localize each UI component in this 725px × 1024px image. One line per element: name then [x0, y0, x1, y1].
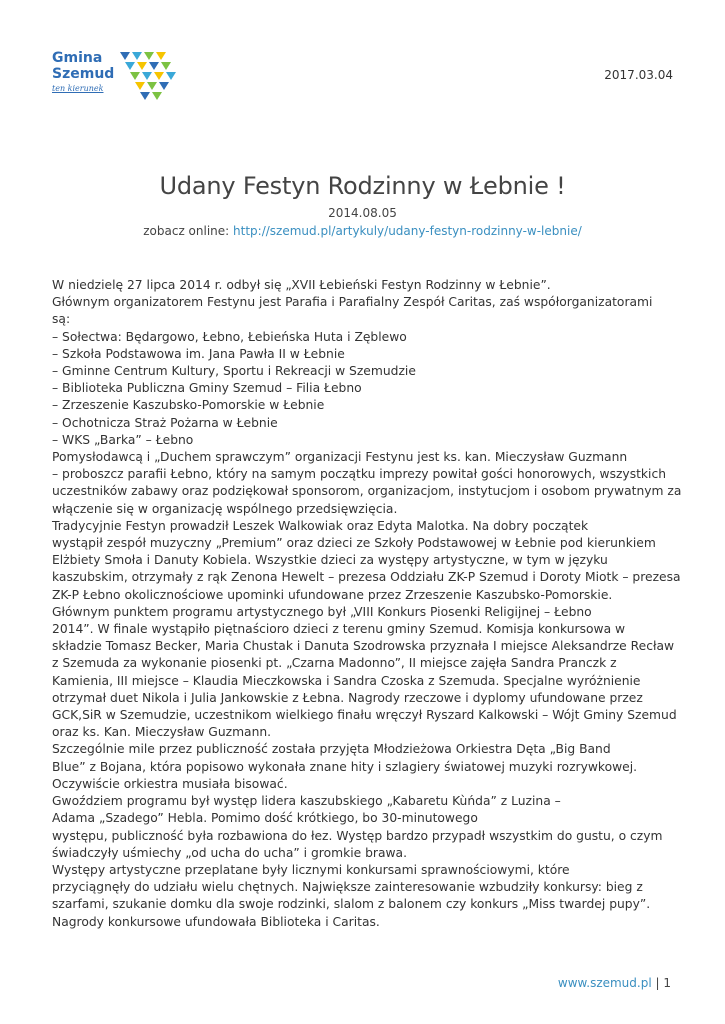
body-line: – Biblioteka Publiczna Gminy Szemud – Filia Łebno	[52, 381, 362, 396]
body-line: składzie Tomasz Becker, Maria Chustak i Danuta Szodrowska przyznała I miejsce Aleksandrze Recław	[52, 639, 675, 654]
body-line: uczestników zabawy oraz podziękował sponsorom, organizacjom, instytucjom i osobom prywatnym za	[52, 484, 682, 499]
body-line: Tradycyjnie Festyn prowadził Leszek Walkowiak oraz Edyta Malotka. Na dobry początek	[52, 518, 589, 533]
body-line: ZK-P Łebno okolicznościowe upominki ufundowane przez Zrzeszenie Kaszubsko-Pomorskie.	[52, 587, 613, 602]
body-line: – Sołectwa: Będargowo, Łebno, Łebieńska Huta i Zęblewo	[52, 329, 407, 344]
article-title: Udany Festyn Rodzinny w Łebnie !	[159, 172, 566, 200]
article-body	[52, 277, 682, 931]
body-line: otrzymał duet Nikola i Julia Jankowskie z Łebna. Nagrody rzeczowe i dyplomy ufundowane przez	[52, 690, 643, 705]
body-line: są:	[52, 312, 71, 327]
body-line: wystąpił zespół muzyczny „Premium” oraz dzieci ze Szkoły Podstawowej w Łebnie pod kierunkiem	[52, 536, 656, 551]
body-line: występu, publiczność była rozbawiona do łez. Występ bardzo przypadł wszystkim do gustu, o czym	[52, 828, 663, 843]
logo-line-2: Szemud	[52, 66, 115, 82]
body-line: Występy artystyczne przeplatane były licznymi konkursami sprawnościowymi, które	[52, 862, 570, 877]
body-line: Oczywiście orkiestra musiała bisować.	[52, 776, 288, 791]
body-line: Adama „Szadego” Hebla. Pomimo dość krótkiego, bo 30-minutowego	[52, 811, 478, 826]
body-line: Pomysłodawcą i „Duchem sprawczym” organizacji Festynu jest ks. kan. Mieczysław Guzmann	[52, 450, 628, 465]
page-number: 1	[663, 976, 671, 990]
body-line: Kamienia, III miejsce – Klaudia Mieczkowska i Sandra Czoska z Szemuda. Specjalne wyróżnienie	[52, 673, 641, 688]
body-line: – Ochotnicza Straż Pożarna w Łebnie	[52, 415, 278, 430]
body-line: Szczególnie mile przez publiczność została przyjęta Młodzieżowa Orkiestra Dęta „Big Band	[52, 742, 611, 757]
body-line: Głównym organizatorem Festynu jest Parafia i Parafialny Zespół Caritas, zaś współorganizatorami	[52, 295, 653, 310]
footer-site-link[interactable]: www.szemud.pl	[557, 976, 652, 990]
body-line: – Szkoła Podstawowa im. Jana Pawła II w Łebnie	[52, 346, 345, 361]
page-footer	[558, 976, 671, 990]
document-date: 2017.03.04	[604, 68, 673, 82]
body-line: świadczyły uśmiechy „od ucha do ucha” i gromkie brawa.	[52, 845, 407, 860]
body-line: – Gminne Centrum Kultury, Sportu i Rekreacji w Szemudzie	[52, 364, 416, 379]
gmina-szemud-logo	[52, 50, 182, 105]
body-line: 2014”. W finale wystąpiło piętnaścioro dzieci z terenu gminy Szemud. Komisja konkursowa w	[52, 622, 626, 637]
article-date: 2014.08.05	[328, 206, 397, 220]
online-label: zobacz online:	[143, 224, 234, 238]
online-link-line	[0, 224, 725, 238]
body-line: GCK,SiR w Szemudzie, uczestnikom wielkiego finału wręczył Ryszard Kalkowski – Wójt Gminy Szemud	[52, 708, 677, 723]
body-line: Nagrody konkursowe ufundowała Biblioteka i Caritas.	[52, 914, 380, 929]
body-line: przyciągnęły do udziału wielu chętnych. Największe zainteresowanie wzbudziły konkursy: bieg z	[52, 880, 643, 895]
body-line: – proboszcz parafii Łebno, który na samym początku imprezy powitał gości honorowych, wszystkich	[52, 467, 667, 482]
body-line: Głównym punktem programu artystycznego był „VIII Konkurs Piosenki Religijnej – Łebno	[52, 604, 592, 619]
body-line: szarfami, szukanie domku dla swoje rodzinki, slalom z balonem czy konkurs „Miss twardej pupy”.	[52, 897, 651, 912]
body-line: Elżbiety Smoła i Danuty Kobiela. Wszystkie dzieci za występy artystyczne, w tym w języku	[52, 553, 608, 568]
body-line: włączenie się w organizację wspólnego przedsięwzięcia.	[52, 501, 398, 516]
logo-tagline: ten kierunek	[52, 84, 104, 93]
body-line: z Szemuda za wykonanie piosenki pt. „Czarna Madonno”, II miejsce zajęła Sandra Pranczk z	[52, 656, 617, 671]
article-url-link[interactable]: http://szemud.pl/artykuly/udany-festyn-rodzinny-w-lebnie/	[233, 224, 582, 238]
footer-separator: |	[651, 976, 664, 990]
body-line: – WKS „Barka” – Łebno	[52, 432, 194, 447]
body-line: kaszubskim, otrzymały z rąk Zenona Hewelt – prezesa Oddziału ZK-P Szemud i Doroty Miotk – prezesa	[52, 570, 681, 585]
body-line: Blue” z Bojana, która popisowo wykonała znane hity i szlagiery światowej muzyki rozrywkowej.	[52, 759, 638, 774]
logo-line-1: Gmina	[52, 50, 103, 66]
body-line: oraz ks. Kan. Mieczysław Guzmann.	[52, 725, 272, 740]
body-line: – Zrzeszenie Kaszubsko-Pomorskie w Łebnie	[52, 398, 325, 413]
logo-text	[52, 50, 114, 93]
body-line: W niedzielę 27 lipca 2014 r. odbył się „XVII Łebieński Festyn Rodzinny w Łebnie”.	[52, 278, 551, 292]
triangle-mosaic-icon	[118, 50, 180, 102]
body-line: Gwoździem programu był występ lidera kaszubskiego „Kabaretu Kùńda” z Luzina –	[52, 794, 561, 809]
